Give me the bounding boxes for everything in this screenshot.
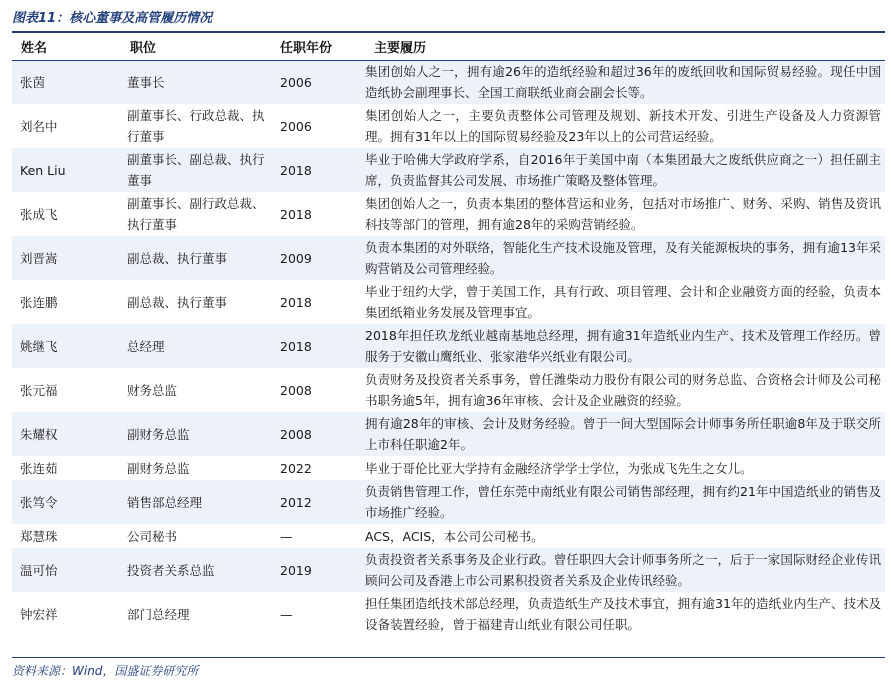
cell-year: 2006 — [280, 74, 312, 90]
cell-name: 姚继飞 — [20, 338, 58, 354]
table-row — [12, 592, 885, 636]
table-row — [12, 524, 885, 548]
cell-bio: 负责财务及投资者关系事务，曾任潍柴动力股份有限公司的财务总监、合资格会计师及公司秘书职务逾5年，拥有逾36年审核、会计及企业融资的经验。 — [365, 372, 881, 408]
cell-bio: 集团创始人之一，主要负责整体公司管理及规划、新技术开发、引进生产设备及人力资源管理。拥有31年以上的国际贸易经验及23年以上的公司营运经验。 — [365, 108, 881, 144]
cell-position: 财务总监 — [127, 382, 178, 398]
table-row — [12, 236, 885, 280]
header-name: 姓名 — [12, 33, 121, 60]
header-year: 任职年份 — [276, 33, 365, 60]
cell-position: 投资者关系总监 — [127, 562, 215, 578]
cell-bio: 2018年担任玖龙纸业越南基地总经理，拥有逾31年造纸业内生产、技术及管理工作经历。曾服务于安徽山鹰纸业、张家港华兴纸业有限公司。 — [365, 328, 881, 364]
cell-name: 张笃令 — [20, 494, 58, 510]
cell-name: 钟宏祥 — [20, 606, 58, 622]
cell-position: 副董事长、副总裁、执行董事 — [127, 152, 265, 188]
cell-bio: 负责投资者关系事务及企业行政。曾任职四大会计师事务所之一，后于一家国际财经企业传讯顾问公司及香港上市公司累积投资者关系及企业传讯经验。 — [365, 552, 881, 588]
cell-bio: 毕业于哥伦比亚大学持有金融经济学学士学位，为张成飞先生之女儿。 — [365, 460, 753, 476]
cell-position: 副财务总监 — [127, 426, 190, 442]
cell-bio: 负责本集团的对外联络，智能化生产技术设施及管理，及有关能源板块的事务，拥有逾13年采购营销及公司管理经验。 — [365, 240, 881, 276]
table-row — [12, 412, 885, 456]
cell-year: 2018 — [280, 162, 312, 178]
header-position: 职位 — [121, 33, 276, 60]
cell-position: 副董事长、行政总裁、执行董事 — [127, 108, 265, 144]
cell-year: 2012 — [280, 494, 312, 510]
table-row — [12, 60, 885, 104]
cell-position: 销售部总经理 — [127, 494, 203, 510]
cell-bio: 集团创始人之一，拥有逾26年的造纸经验和超过36年的废纸回收和国际贸易经验。现任中国造纸协会副理事长、全国工商联纸业商会副会长等。 — [365, 64, 881, 101]
table-header-row — [12, 33, 885, 60]
cell-bio: 毕业于纽约大学，曾于美国工作，具有行政、项目管理、会计和企业融资方面的经验，负责本集团纸箱业务发展及管理事宜。 — [365, 284, 881, 320]
cell-name: Ken Liu — [20, 162, 66, 178]
table-body — [12, 60, 885, 636]
cell-bio: 毕业于哈佛大学政府学系，自2016年于美国中南（本集团最大之废纸供应商之一）担任副主席，负责监督其公司发展、市场推广策略及整体管理。 — [365, 152, 881, 188]
cell-name: 朱耀权 — [20, 426, 58, 442]
cell-position: 副董事长、副行政总裁、执行董事 — [127, 196, 265, 232]
source-note: 资料来源：Wind，国盛证券研究所 — [12, 664, 199, 678]
figure-title: 图表11：核心董事及高管履历情况 — [12, 11, 213, 26]
cell-name: 郑慧珠 — [20, 528, 58, 544]
table-row — [12, 456, 885, 480]
cell-bio: 拥有逾28年的审核、会计及财务经验。曾于一间大型国际会计师事务所任职逾8年及于联交所上市科任职逾2年。 — [365, 416, 881, 452]
cell-year: 2022 — [280, 460, 312, 476]
cell-name: 张连茹 — [20, 460, 58, 476]
cell-year: 2018 — [280, 294, 312, 310]
cell-position: 副财务总监 — [127, 460, 190, 476]
cell-position: 副总裁、执行董事 — [127, 294, 228, 310]
cell-bio: ACS，ACIS，本公司公司秘书。 — [365, 528, 544, 544]
executive-table — [12, 33, 885, 636]
table-row — [12, 548, 885, 592]
cell-year: 2019 — [280, 562, 312, 578]
cell-year: — — [280, 606, 293, 622]
cell-name: 温可怡 — [20, 562, 58, 578]
table-row — [12, 104, 885, 148]
table-row — [12, 192, 885, 236]
table-row — [12, 280, 885, 324]
cell-year: 2008 — [280, 426, 312, 442]
cell-year: 2009 — [280, 250, 312, 266]
cell-position: 部门总经理 — [127, 606, 190, 622]
bottom-rule — [12, 657, 885, 658]
cell-position: 总经理 — [127, 338, 165, 354]
table-row — [12, 480, 885, 524]
cell-bio: 集团创始人之一，负责本集团的整体营运和业务，包括对市场推广、财务、采购、销售及资讯科技等部门的管理，拥有逾28年的采购营销经验。 — [365, 196, 881, 232]
cell-year: 2018 — [280, 338, 312, 354]
cell-year: — — [280, 528, 293, 544]
cell-position: 副总裁、执行董事 — [127, 250, 228, 266]
cell-name: 刘晋嵩 — [20, 250, 58, 266]
cell-name: 刘名中 — [20, 118, 58, 134]
cell-year: 2018 — [280, 206, 312, 222]
cell-name: 张元福 — [20, 382, 58, 398]
cell-position: 董事长 — [127, 74, 165, 90]
cell-bio: 负责销售管理工作，曾任东莞中南纸业有限公司销售部经理，拥有约21年中国造纸业的销售及市场推广经验。 — [365, 484, 881, 520]
header-bio: 主要履历 — [365, 33, 885, 60]
cell-year: 2006 — [280, 118, 312, 134]
table-row — [12, 324, 885, 368]
cell-name: 张连鹏 — [20, 294, 58, 310]
cell-position: 公司秘书 — [127, 528, 178, 544]
cell-year: 2008 — [280, 382, 312, 398]
cell-bio: 担任集团造纸技术部总经理，负责造纸生产及技术事宜，拥有逾31年的造纸业内生产、技术及设备装置经验，曾于福建青山纸业有限公司任职。 — [365, 596, 881, 632]
table-row — [12, 368, 885, 412]
cell-name: 张茵 — [20, 74, 46, 90]
table-row — [12, 148, 885, 192]
cell-name: 张成飞 — [20, 206, 58, 222]
